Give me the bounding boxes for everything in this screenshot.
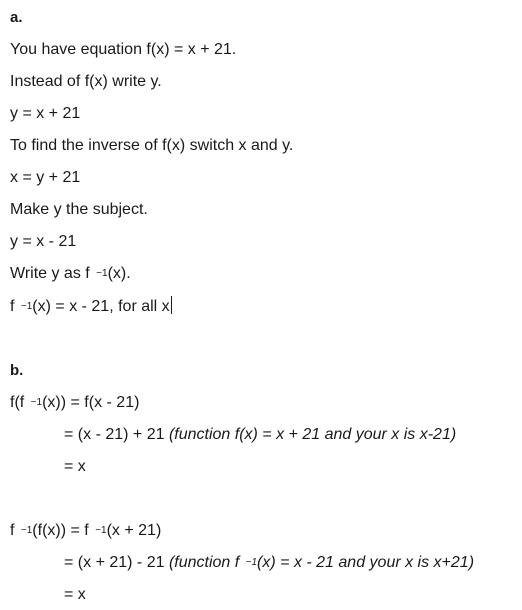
part-b-eq2-line-2	[64, 553, 474, 573]
part-a-line-5: x = y + 21	[10, 169, 81, 186]
part-a-line-8-before: Write y as f	[10, 265, 95, 282]
part-b-eq1-line-3: = x	[64, 458, 86, 475]
part-b-eq2-l2-text: = (x + 21) - 21	[64, 554, 169, 571]
inverse-superscript: −1	[96, 268, 108, 279]
part-a-line-8-after: (x).	[107, 265, 131, 282]
part-b-eq2-l1-mid: (f(x)) = f	[32, 522, 94, 539]
part-a-line-8	[10, 264, 131, 284]
part-a-line-1: You have equation f(x) = x + 21.	[10, 41, 237, 58]
inverse-superscript: −1	[245, 557, 258, 568]
part-a-line-7: y = x - 21	[10, 233, 77, 250]
part-a-line-9	[10, 296, 172, 317]
part-b-eq2-l1-after: (x + 21)	[106, 522, 162, 539]
part-a-line-9-before: f	[10, 298, 19, 315]
part-a-heading: a.	[10, 9, 23, 26]
part-b-eq2-l2-note-after: (x) = x - 21 and your x is x+21)	[257, 554, 475, 571]
part-b-eq1-l2-text: = (x - 21) + 21	[64, 426, 169, 443]
part-b-eq2-line-1	[10, 521, 161, 541]
part-b-eq1-line-1	[10, 393, 139, 413]
part-b-eq1-l2-note: (function f(x) = x + 21 and your x is x-21)	[168, 426, 457, 443]
inverse-superscript: −1	[30, 397, 43, 408]
part-b-eq1-line-2	[64, 425, 456, 445]
inverse-superscript: −1	[20, 525, 33, 536]
inverse-superscript: −1	[20, 301, 33, 312]
part-b-eq1-l1-after: (x)) = f(x - 21)	[42, 394, 140, 411]
part-b-eq2-l1-before: f	[10, 522, 19, 539]
part-a-line-9-after: (x) = x - 21, for all x	[32, 298, 170, 315]
part-a-line-4: To find the inverse of f(x) switch x and y.	[10, 137, 294, 154]
part-a-line-2: Instead of f(x) write y.	[10, 73, 162, 90]
text-cursor	[171, 296, 172, 314]
part-b-heading: b.	[10, 362, 24, 379]
part-b-eq2-l2-note-before: (function f	[168, 554, 244, 571]
part-b-eq1-l1-before: f(f	[10, 394, 29, 411]
part-b-eq2-line-3: = x	[64, 586, 86, 603]
part-a-line-6: Make y the subject.	[10, 201, 148, 218]
inverse-superscript: −1	[95, 525, 107, 536]
part-a-line-3: y = x + 21	[10, 105, 81, 122]
